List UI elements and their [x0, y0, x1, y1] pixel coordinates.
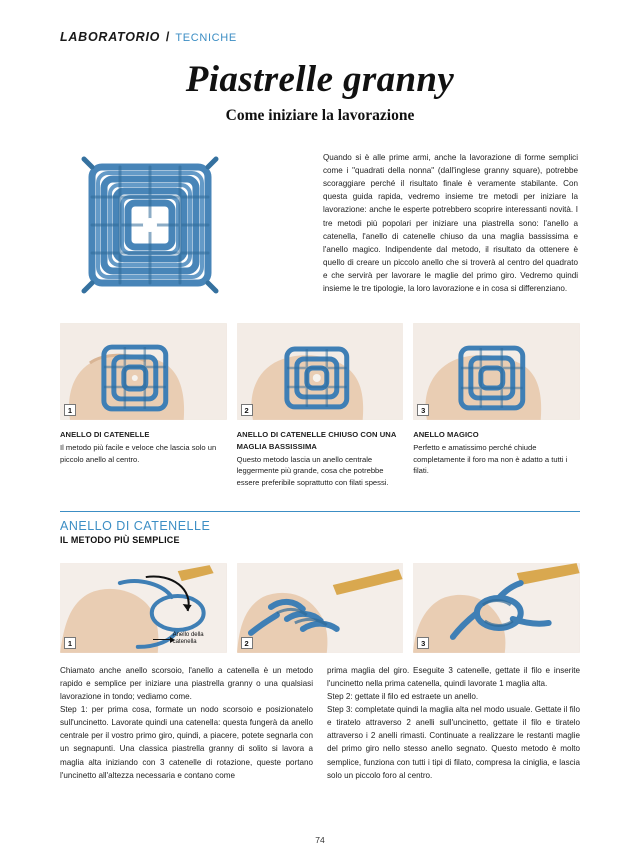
photo-method-3 [413, 323, 580, 420]
photo-badge: 2 [241, 404, 253, 416]
breadcrumb [60, 30, 580, 44]
callout-label: Anello della catenella [172, 631, 204, 646]
hand-holding-square-illustration-3 [413, 323, 580, 420]
body-paragraph: prima maglia del giro. Eseguite 3 catenelle, gettate il filo e inserite l'uncinetto nella prima catenella, quindi lavorate 1 maglia alta. [327, 665, 580, 688]
hand-holding-square-illustration-1 [60, 323, 227, 420]
caption-3 [413, 429, 580, 489]
granny-square-illustration [60, 145, 305, 305]
photo-step-3 [413, 563, 580, 653]
caption-text: Questo metodo lascia un anello centrale leggermente più grande, cosa che potrebbe essere preferibile soprattutto con filati spessi. [236, 454, 389, 488]
section-subtitle: IL METODO PIÙ SEMPLICE [60, 534, 180, 545]
body-columns [60, 664, 580, 782]
page-number: 74 [315, 835, 325, 845]
closed-chain-ring-illustration [413, 563, 580, 653]
breadcrumb-separator: / [165, 30, 170, 44]
caption-text: Perfetto e amatissimo perché chiude completamente il foro ma non è adatto a tutti i filati. [413, 442, 568, 476]
page-title: Piastrelle granny [185, 59, 455, 100]
body-paragraph: Step 1: per prima cosa, formate un nodo scorsoio e posizionatelo sull'uncinetto. Lavorate quindi una catenella: questa fungerà da anello centrale per il vostro primo giro, quindi, a piacere, potete segnarla con un segnapunti. Una classica piastrella granny di solito si lavora a maglia alta iniziando con 3 catenelle di rotazione, queste portano l'uncinetto all'altezza necessaria e contano come [60, 705, 313, 780]
photo-row-methods [60, 323, 580, 420]
body-paragraph: Chiamato anche anello scorsoio, l'anello a catenella è un metodo rapido e semplice per iniziare una piastrella granny o una qualsiasi lavorazione in tondo; vediamo come. [60, 665, 313, 702]
photo-row-steps [60, 563, 580, 653]
page-content [60, 30, 580, 782]
section-title: ANELLO DI CATENELLE [60, 518, 211, 533]
body-paragraph: Step 3: completate quindi la maglia alta nel modo usuale. Gettate il filo e tiratelo attraverso 2 anelli sull'uncinetto, gettate il filo e tiratelo attraverso i 2 anelli rimasti. Continuate a realizzare le restanti maglie del primo giro nello stesso anello segnato. Questo metodo è molto semplice, funziona con tutti i tipi di filato, compresa la ciniglia, e lascia solo un piccolo foro al centro. [327, 705, 580, 780]
chain-stitches-illustration [237, 563, 404, 653]
photo-badge: 1 [64, 637, 76, 649]
photo-step-2 [237, 563, 404, 653]
photo-method-1 [60, 323, 227, 420]
caption-2 [237, 429, 404, 489]
intro-block [60, 145, 580, 305]
caption-row [60, 429, 580, 489]
breadcrumb-tecniche: TECNICHE [175, 32, 237, 44]
photo-badge: 2 [241, 637, 253, 649]
breadcrumb-laboratorio: LABORATORIO [60, 30, 161, 44]
hand-holding-square-illustration-2 [237, 323, 404, 420]
caption-title: ANELLO MAGICO [413, 430, 479, 439]
caption-title: ANELLO DI CATENELLE [60, 430, 150, 439]
caption-1 [60, 429, 227, 489]
body-column-right [327, 664, 580, 782]
photo-badge: 3 [417, 404, 429, 416]
body-paragraph: Step 2: gettate il filo ed estraete un anello. [327, 692, 479, 702]
intro-text: Quando si è alle prime armi, anche la lavorazione di forme semplici come i "quadrati della nonna" (dall'inglese granny square), potrebbe scoraggiare perché il risultato finale è veramente stabilante. Con questa guida rapida, vedremo insieme tre metodi per iniziare la lavorazione: anche le esperte potrebbero scoprire interessanti novità. I tre metodi più popolari per iniziare una piastrella sono: l'anello a catenella, l'anello di catenelle chiuso da una maglia bassissima e l'anello magico. Indipendente dal metodo, il risultato da ottenere è quello di creare un piccolo anello che si troverà al centro del quadrato e che servirà per lavorare le maglie del primo giro. Vedremo quindi insieme le tre tipologie, la loro lavorazione e in cosa si differenziano. [323, 153, 578, 294]
page-subtitle: Come iniziare la lavorazione [225, 107, 415, 124]
caption-text: Il metodo più facile e veloce che lascia solo un piccolo anello al centro. [60, 442, 217, 464]
photo-step-1 [60, 563, 227, 653]
photo-badge: 1 [64, 404, 76, 416]
section-divider [60, 511, 580, 512]
body-column-left [60, 664, 313, 782]
caption-title: ANELLO DI CATENELLE CHIUSO CON UNA MAGLIA BASSISSIMA [236, 430, 397, 451]
photo-badge: 3 [417, 637, 429, 649]
granny-square-photo [60, 145, 305, 305]
photo-method-2 [237, 323, 404, 420]
